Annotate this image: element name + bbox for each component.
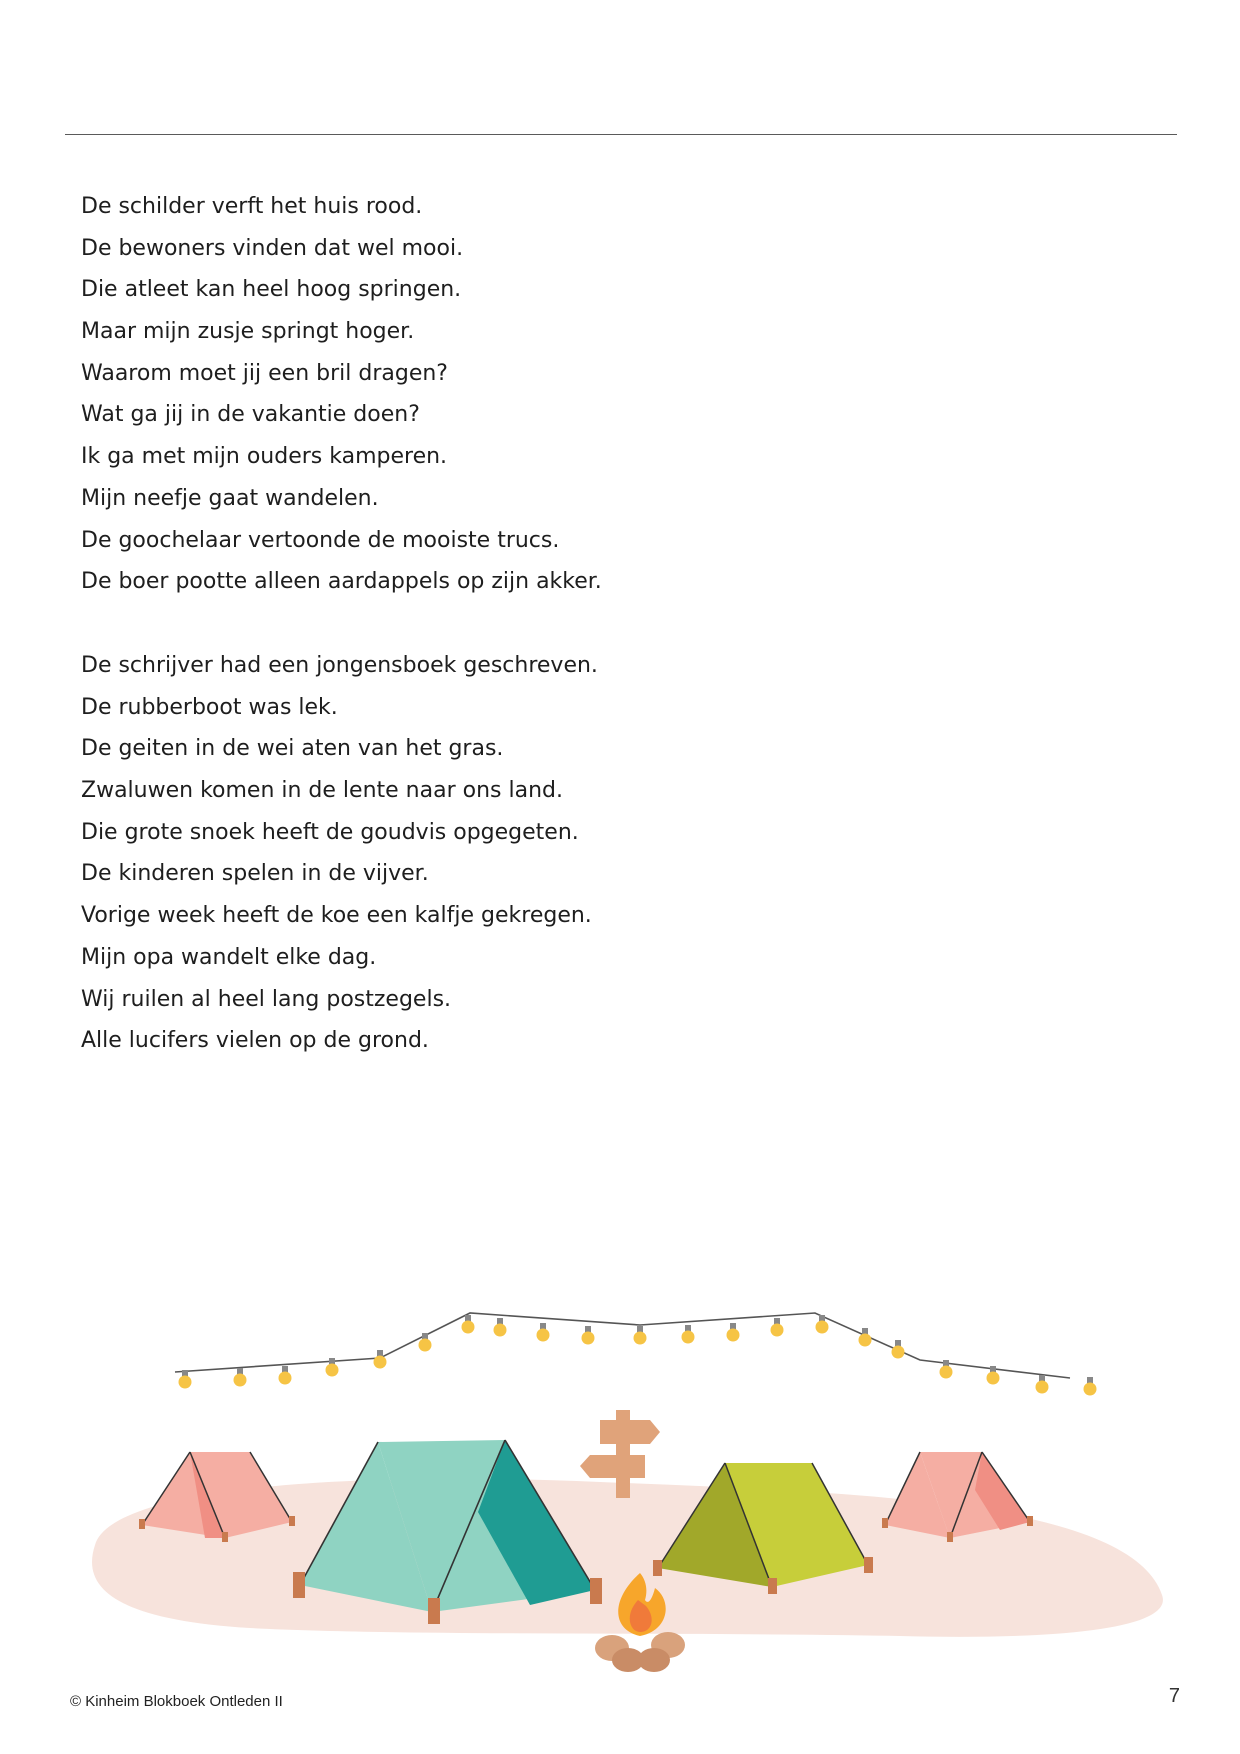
light-bulb-icon [179,1370,192,1389]
light-bulb-icon [1036,1375,1049,1394]
sentence: De kinderen spelen in de vijver. [81,861,429,887]
light-bulb-icon [1084,1377,1097,1396]
sentence: De boer pootte alleen aardappels op zijn akker. [81,569,602,595]
sentence: Zwaluwen komen in de lente naar ons land. [81,778,563,804]
sentence: Mijn opa wandelt elke dag. [81,944,377,970]
string-lights-bulbs [179,1315,1097,1396]
light-bulb-icon [419,1333,432,1352]
sentence: De rubberboot was lek. [81,694,338,720]
sentence: Alle lucifers vielen op de grond. [81,1028,429,1054]
sentence: Vorige week heeft de koe een kalfje gekregen. [81,903,592,929]
footer-copyright: © Kinheim Blokboek Ontleden II [70,1693,283,1710]
light-bulb-icon [727,1323,740,1342]
sentence: De schrijver had een jongensboek geschreven. [81,653,598,678]
sentence: Maar mijn zusje springt hoger. [81,319,415,345]
light-bulb-icon [462,1315,475,1334]
string-lights-wire [175,1313,1070,1378]
light-bulb-icon [682,1325,695,1344]
sentence: Ik ga met mijn ouders kamperen. [81,444,448,470]
light-bulb-icon [537,1323,550,1342]
sentence-list-1 [81,186,981,603]
header-rule [65,134,1177,135]
sentence: Die atleet kan heel hoog springen. [81,277,462,303]
sentence: Wat ga jij in de vakantie doen? [81,402,420,428]
light-bulb-icon [234,1368,247,1387]
light-bulb-icon [892,1340,905,1359]
sentence: De bewoners vinden dat wel mooi. [81,235,464,261]
sentence: Wij ruilen al heel lang postzegels. [81,986,452,1012]
light-bulb-icon [494,1318,507,1337]
sentence: Mijn neefje gaat wandelen. [81,485,379,511]
camping-illustration [60,1300,1180,1680]
light-bulb-icon [771,1318,784,1337]
sentence: Die grote snoek heeft de goudvis opgegeten. [81,819,579,845]
page-number: 7 [1168,1685,1180,1707]
sentence-list-2 [81,645,981,1062]
sentence: De goochelaar vertoonde de mooiste trucs. [81,527,560,553]
light-bulb-icon [279,1366,292,1385]
sentence: Waarom moet jij een bril dragen? [81,360,448,386]
light-bulb-icon [859,1328,872,1347]
sentence: De geiten in de wei aten van het gras. [81,736,504,762]
light-bulb-icon [374,1350,387,1369]
light-bulb-icon [634,1326,647,1345]
sentence: De schilder verft het huis rood. [81,194,423,219]
light-bulb-icon [582,1326,595,1345]
